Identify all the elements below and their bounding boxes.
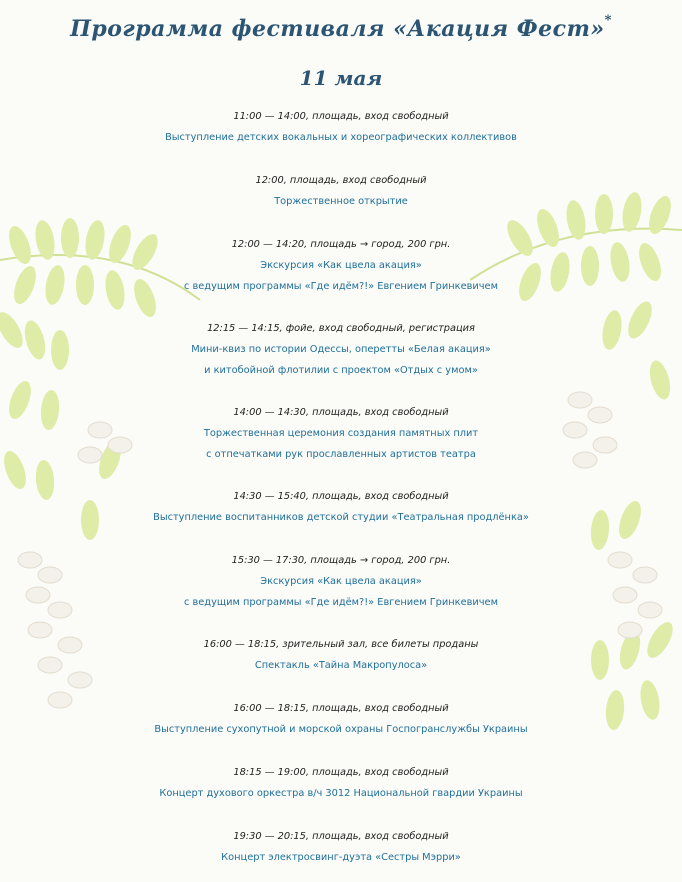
event-time: 19:30 — 20:15, площадь, вход свободный bbox=[233, 831, 449, 842]
schedule-item bbox=[0, 698, 682, 740]
event-description: Выступление детских вокальных и хореографических коллективов bbox=[165, 132, 517, 143]
event-description: Торжественное открытие bbox=[274, 196, 408, 207]
event-description: с отпечатками рук прославленных артистов театра bbox=[206, 449, 476, 460]
title-text: Программа фестиваля «Акация Фест» bbox=[70, 16, 605, 42]
schedule-item bbox=[0, 402, 682, 465]
event-description: с ведущим программы «Где идём?!» Евгением Гринкевичем bbox=[184, 281, 498, 292]
event-description: Концерт духового оркестра в/ч 3012 Национальной гвардии Украины bbox=[159, 788, 523, 799]
schedule-item bbox=[0, 318, 682, 381]
event-time: 15:30 — 17:30, площадь → город, 200 грн. bbox=[231, 555, 451, 566]
event-description: Экскурсия «Как цвела акация» bbox=[260, 576, 422, 587]
event-time: 16:00 — 18:15, зрительный зал, все билеты проданы bbox=[203, 639, 479, 650]
schedule-item bbox=[0, 634, 682, 676]
schedule-item bbox=[0, 486, 682, 528]
event-time: 12:00 — 14:20, площадь → город, 200 грн. bbox=[231, 239, 451, 250]
event-description: и китобойной флотилии с проектом «Отдых с умом» bbox=[204, 365, 478, 376]
schedule-item bbox=[0, 234, 682, 297]
title-footnote-mark: * bbox=[604, 12, 612, 28]
event-description: с ведущим программы «Где идём?!» Евгением Гринкевичем bbox=[184, 597, 498, 608]
festival-date: 11 мая bbox=[299, 66, 383, 90]
event-time: 14:30 — 15:40, площадь, вход свободный bbox=[233, 491, 449, 502]
event-description: Экскурсия «Как цвела акация» bbox=[260, 260, 422, 271]
event-description: Мини-квиз по истории Одессы, оперетты «Белая акация» bbox=[191, 344, 491, 355]
event-description: Спектакль «Тайна Макропулоса» bbox=[254, 660, 428, 671]
event-time: 11:00 — 14:00, площадь, вход свободный bbox=[233, 111, 449, 122]
page-title bbox=[0, 12, 682, 42]
event-time: 14:00 — 14:30, площадь, вход свободный bbox=[233, 407, 449, 418]
schedule-item bbox=[0, 170, 682, 212]
event-time: 12:15 — 14:15, фойе, вход свободный, регистрация bbox=[207, 323, 475, 334]
event-time: 12:00, площадь, вход свободный bbox=[255, 175, 427, 186]
event-description: Торжественная церемония создания памятных плит bbox=[203, 428, 479, 439]
event-description: Концерт электросвинг-дуэта «Сестры Мэрри» bbox=[221, 852, 461, 863]
event-description: Выступление сухопутной и морской охраны Госпогранслужбы Украины bbox=[154, 724, 528, 735]
schedule-item bbox=[0, 826, 682, 868]
schedule-item bbox=[0, 106, 682, 148]
event-time: 18:15 — 19:00, площадь, вход свободный bbox=[233, 767, 449, 778]
event-time: 16:00 — 18:15, площадь, вход свободный bbox=[233, 703, 449, 714]
event-description: Выступление воспитанников детской студии «Театральная продлёнка» bbox=[153, 512, 529, 523]
schedule-item bbox=[0, 762, 682, 804]
schedule-item bbox=[0, 550, 682, 613]
